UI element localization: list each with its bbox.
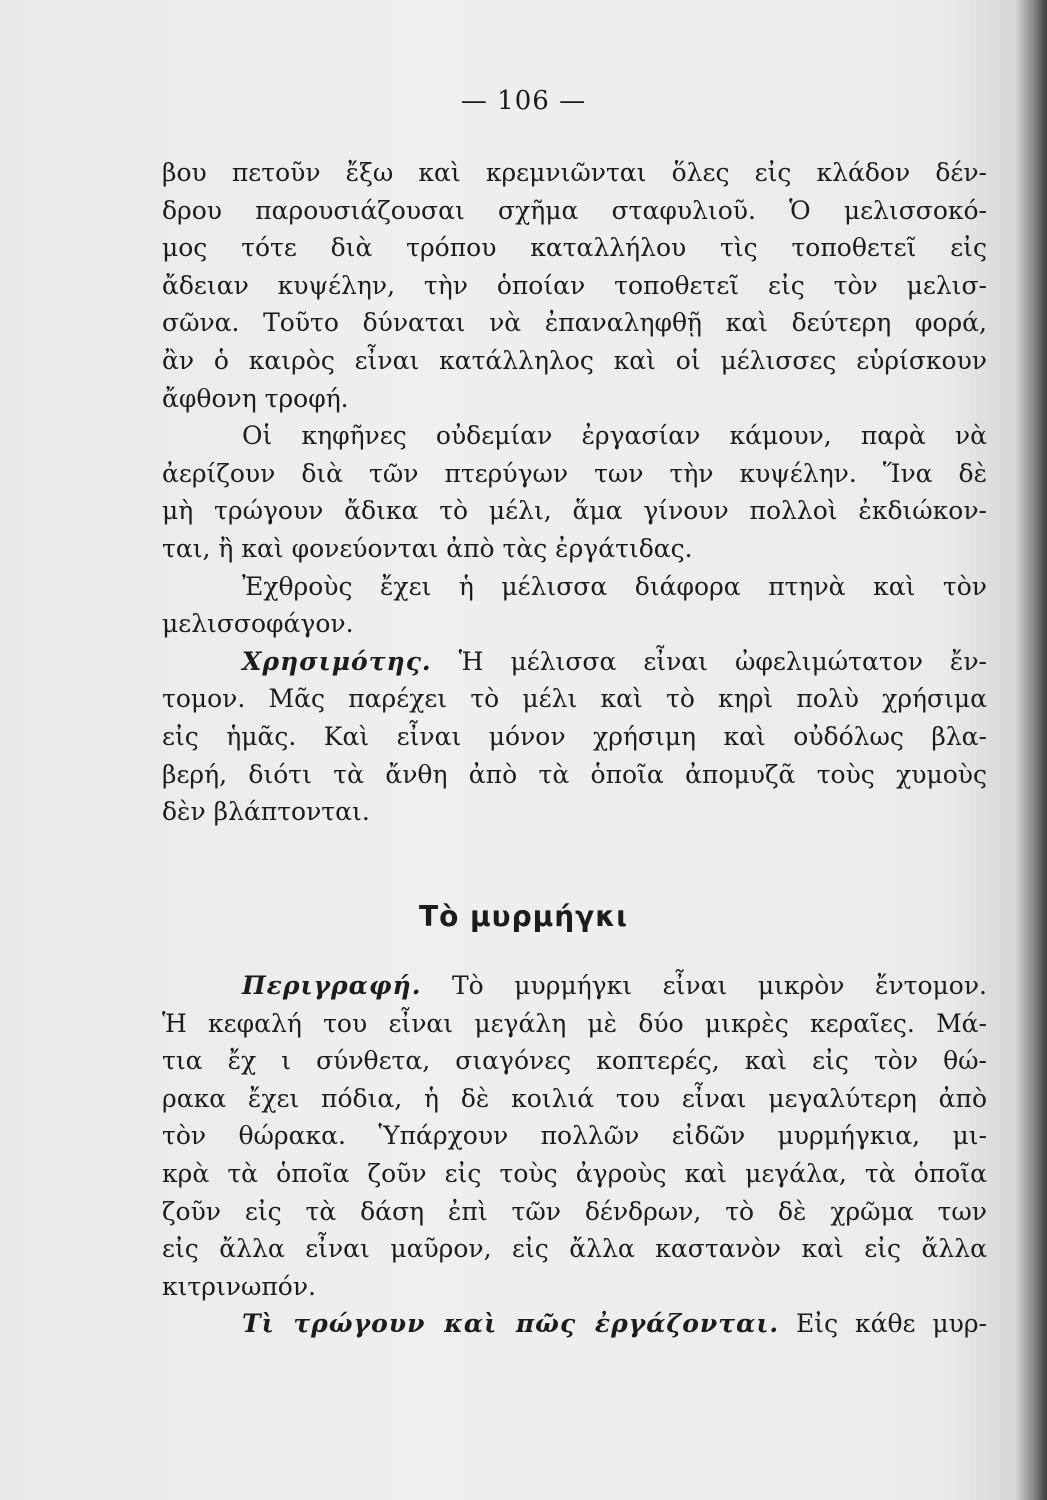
work-paragraph-start [162,1305,987,1343]
text-line: ἄφθονη τροφή. [162,383,349,413]
text-line: βερή, διότι τὰ ἄνθη ἀπὸ τὰ ὁποῖα ἀπομυζᾶ τοὺς χυμοὺς [162,759,987,789]
text-line: δρου παρουσιάζουσαι σχῆμα σταφυλιοῦ. Ὁ μελισσοκό- [162,195,987,225]
text-line: ἀερίζουν διὰ τῶν πτερύγων των τὴν κυψέλην. Ἵνα δὲ [162,458,987,488]
text-line: μὴ τρώγουν ἄδικα τὸ μέλι, ἅμα γίνουν πολλοὶ ἐκδιώκον- [162,496,987,526]
ant-section-text [162,967,987,1343]
text-line: ται, ἢ καὶ φονεύονται ἀπὸ τὰς ἐργάτιδας. [162,533,693,563]
text-line: Οἱ κηφῆνες οὐδεμίαν ἐργασίαν κάμουν, παρὰ νὰ [242,421,987,451]
usefulness-paragraph-start [162,643,987,681]
text-line: εἰς ἄλλα εἶναι μαῦρον, εἰς ἄλλα καστανὸν καὶ εἰς ἄλλα [162,1234,987,1264]
text-line: τια ἔχ ι σύνθετα, σιαγόνες κοπτερές, καὶ εἰς τὸν θώ- [162,1046,987,1076]
text-line: Ἡ κεφαλή του εἶναι μεγάλη μὲ δύο μικρὲς κεραῖες. Μά- [162,1008,987,1038]
bee-section-text [162,154,987,831]
work-heading: Τὶ τρώγουν καὶ πῶς ἐργάζονται. [242,1309,780,1339]
description-heading: Περιγραφή. [242,971,422,1000]
text-line: ἂν ὁ καιρὸς εἶναι κατάλληλος καὶ οἱ μέλισσες εὑρίσκουν [162,345,987,375]
text-line: τομον. Μᾶς παρέχει τὸ μέλι καὶ τὸ κηρὶ πολὺ χρήσιμα [162,684,987,714]
section-title: Τὸ μυρμήγκι [418,900,629,933]
text-run: Τὸ μυρμήγκι εἶναι μικρὸν ἔντομον. [421,971,987,1000]
text-line: δὲν βλάπτονται. [162,797,370,827]
text-line: σῶνα. Τοῦτο δύναται νὰ ἐπαναληφθῇ καὶ δεύτερη φορά, [162,308,987,338]
book-spine-shadow [1017,0,1047,1500]
text-line: ρακα ἔχει πόδια, ἡ δὲ κοιλιά του εἶναι μεγαλύτερη ἀπὸ [162,1083,987,1113]
text-line: τὸν θώρακα. Ὑπάρχουν πολλῶν εἰδῶν μυρμήγκια, μι- [162,1121,987,1151]
text-line: εἰς ἡμᾶς. Καὶ εἶναι μόνον χρήσιμη καὶ οὐδόλως βλα- [162,721,987,751]
description-paragraph-start [162,967,987,1005]
text-line: κιτρινωπόν. [162,1271,316,1301]
text-run: Εἰς κάθε μυρ- [779,1309,987,1339]
page-number: — 106 — [460,86,587,116]
text-line: ζοῦν εἰς τὰ δάση ἐπὶ τῶν δένδρων, τὸ δὲ χρῶμα των [162,1196,987,1226]
text-line: κρὰ τὰ ὁποῖα ζοῦν εἰς τοὺς ἀγροὺς καὶ μεγάλα, τὰ ὁποῖα [162,1158,987,1188]
text-line: μος τότε διὰ τρόπου καταλλήλου τὶς τοποθετεῖ εἰς [162,233,987,263]
text-line: ἄδειαν κυψέλην, τὴν ὁποίαν τοποθετεῖ εἰς τὸν μελισ- [162,270,987,300]
text-run: Ἡ μέλισσα εἶναι ὠφελιμώτατον ἔν- [431,646,987,676]
usefulness-heading: Χρησιμότης. [242,646,432,676]
text-line: βου πετοῦν ἔξω καὶ κρεμνιῶνται ὅλες εἰς κλάδον δέν- [162,158,987,187]
text-line: μελισσοφάγον. [162,609,354,639]
text-line: Ἐχθροὺς ἔχει ἡ μέλισσα διάφορα πτηνὰ καὶ τὸν [242,571,987,601]
